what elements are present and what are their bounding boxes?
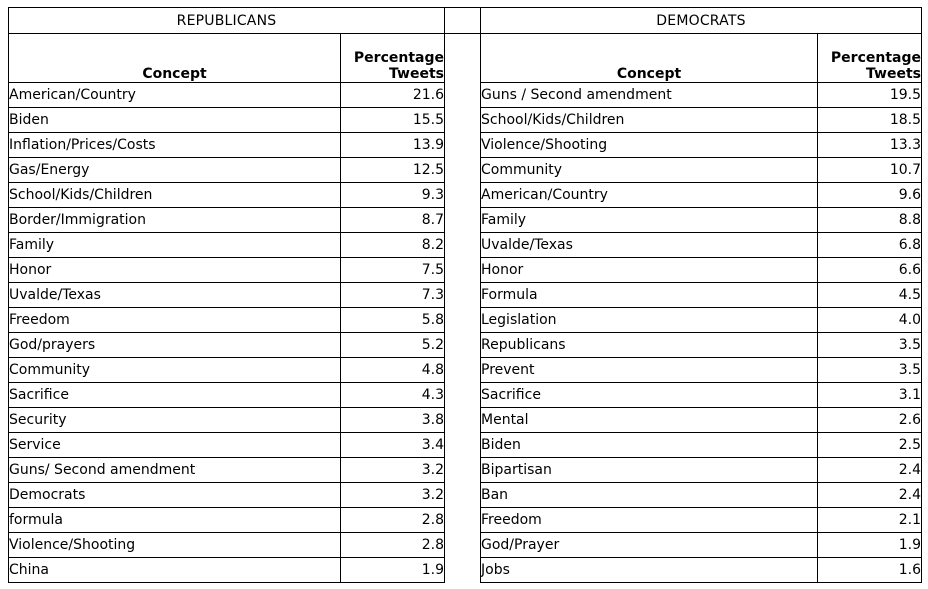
democrats-percentage-cell: 9.6 — [818, 183, 922, 208]
democrats-concept-cell: God/Prayer — [481, 533, 818, 558]
column-gap — [445, 508, 481, 533]
group-header-row — [9, 8, 922, 34]
democrats-percentage-cell: 18.5 — [818, 108, 922, 133]
column-gap — [445, 408, 481, 433]
democrats-percentage-cell: 19.5 — [818, 83, 922, 108]
democrats-percentage-cell: 6.6 — [818, 258, 922, 283]
democrats-concept-cell: Mental — [481, 408, 818, 433]
democrats-concept-cell: Formula — [481, 283, 818, 308]
column-gap — [445, 433, 481, 458]
column-gap — [445, 283, 481, 308]
democrats-concept-cell: School/Kids/Children — [481, 108, 818, 133]
democrats-concept-cell: Sacrifice — [481, 383, 818, 408]
table-row — [9, 183, 922, 208]
column-gap — [445, 8, 481, 34]
democrats-concept-cell: Family — [481, 208, 818, 233]
table-row — [9, 308, 922, 333]
democrats-concept-cell: Biden — [481, 433, 818, 458]
republicans-percentage-cell: 13.9 — [341, 133, 445, 158]
republicans-concept-cell: Inflation/Prices/Costs — [9, 133, 341, 158]
table-row — [9, 108, 922, 133]
republicans-concept-cell: formula — [9, 508, 341, 533]
table-row — [9, 283, 922, 308]
democrats-concept-header: Concept — [481, 34, 818, 83]
democrats-percentage-cell: 2.6 — [818, 408, 922, 433]
table-row — [9, 208, 922, 233]
republicans-percentage-cell: 3.4 — [341, 433, 445, 458]
column-gap — [445, 158, 481, 183]
democrats-concept-cell: Honor — [481, 258, 818, 283]
table-row — [9, 483, 922, 508]
column-header-row — [9, 34, 922, 83]
column-gap — [445, 83, 481, 108]
democrats-concept-cell: Legislation — [481, 308, 818, 333]
republicans-concept-cell: Border/Immigration — [9, 208, 341, 233]
table-row — [9, 458, 922, 483]
republicans-concept-cell: Biden — [9, 108, 341, 133]
republicans-percentage-cell: 8.2 — [341, 233, 445, 258]
democrats-percentage-header-line1: Percentage — [830, 50, 921, 66]
column-gap — [445, 458, 481, 483]
democrats-percentage-header-line2: Tweets — [866, 66, 921, 82]
republicans-percentage-cell: 1.9 — [341, 558, 445, 583]
democrats-percentage-header — [818, 34, 922, 83]
democrats-concept-cell: Guns / Second amendment — [481, 83, 818, 108]
column-gap — [445, 258, 481, 283]
republicans-concept-cell: American/Country — [9, 83, 341, 108]
democrats-concept-cell: Republicans — [481, 333, 818, 358]
democrats-percentage-cell: 2.4 — [818, 458, 922, 483]
republicans-percentage-cell: 4.3 — [341, 383, 445, 408]
democrats-concept-cell: Freedom — [481, 508, 818, 533]
democrats-percentage-cell: 2.1 — [818, 508, 922, 533]
republicans-percentage-cell: 12.5 — [341, 158, 445, 183]
democrats-percentage-cell: 4.5 — [818, 283, 922, 308]
republicans-percentage-cell: 4.8 — [341, 358, 445, 383]
republicans-concept-cell: Family — [9, 233, 341, 258]
column-gap — [445, 208, 481, 233]
republicans-concept-cell: China — [9, 558, 341, 583]
column-gap — [445, 308, 481, 333]
democrats-concept-cell: Jobs — [481, 558, 818, 583]
republicans-concept-cell: Uvalde/Texas — [9, 283, 341, 308]
republicans-title: REPUBLICANS — [9, 8, 445, 34]
republicans-concept-cell: God/prayers — [9, 333, 341, 358]
republicans-percentage-header-line1: Percentage — [353, 50, 444, 66]
republicans-concept-cell: Security — [9, 408, 341, 433]
democrats-concept-cell: Uvalde/Texas — [481, 233, 818, 258]
table-row — [9, 258, 922, 283]
table-row — [9, 358, 922, 383]
column-gap — [445, 483, 481, 508]
republicans-percentage-cell: 3.2 — [341, 483, 445, 508]
table-row — [9, 158, 922, 183]
democrats-concept-cell: Violence/Shooting — [481, 133, 818, 158]
republicans-percentage-cell: 3.2 — [341, 458, 445, 483]
republicans-percentage-cell: 3.8 — [341, 408, 445, 433]
column-gap — [445, 358, 481, 383]
republicans-percentage-cell: 5.2 — [341, 333, 445, 358]
democrats-concept-cell: Community — [481, 158, 818, 183]
republicans-concept-cell: Gas/Energy — [9, 158, 341, 183]
column-gap — [445, 108, 481, 133]
republicans-percentage-header-line2: Tweets — [389, 66, 444, 82]
democrats-title: DEMOCRATS — [481, 8, 922, 34]
column-gap — [445, 533, 481, 558]
republicans-concept-cell: Guns/ Second amendment — [9, 458, 341, 483]
column-gap — [445, 183, 481, 208]
republicans-percentage-cell: 15.5 — [341, 108, 445, 133]
republicans-concept-header: Concept — [9, 34, 341, 83]
democrats-percentage-cell: 4.0 — [818, 308, 922, 333]
democrats-percentage-cell: 3.5 — [818, 333, 922, 358]
table-row — [9, 558, 922, 583]
republicans-percentage-cell: 21.6 — [341, 83, 445, 108]
table-row — [9, 333, 922, 358]
republicans-percentage-cell: 9.3 — [341, 183, 445, 208]
republicans-concept-cell: Service — [9, 433, 341, 458]
column-gap — [445, 133, 481, 158]
republicans-concept-cell: Violence/Shooting — [9, 533, 341, 558]
democrats-concept-cell: Bipartisan — [481, 458, 818, 483]
table-row — [9, 433, 922, 458]
republicans-percentage-cell: 2.8 — [341, 508, 445, 533]
democrats-percentage-cell: 2.4 — [818, 483, 922, 508]
column-gap — [445, 233, 481, 258]
democrats-percentage-cell: 8.8 — [818, 208, 922, 233]
republicans-percentage-cell: 8.7 — [341, 208, 445, 233]
table-row — [9, 83, 922, 108]
democrats-percentage-cell: 13.3 — [818, 133, 922, 158]
republicans-concept-cell: Community — [9, 358, 341, 383]
republicans-concept-cell: School/Kids/Children — [9, 183, 341, 208]
democrats-concept-cell: Prevent — [481, 358, 818, 383]
republicans-percentage-cell: 2.8 — [341, 533, 445, 558]
democrats-concept-cell: American/Country — [481, 183, 818, 208]
republicans-concept-cell: Honor — [9, 258, 341, 283]
table-row — [9, 133, 922, 158]
table-row — [9, 533, 922, 558]
column-gap — [445, 34, 481, 83]
table-row — [9, 408, 922, 433]
republicans-percentage-cell: 7.3 — [341, 283, 445, 308]
democrats-percentage-cell: 1.6 — [818, 558, 922, 583]
republicans-concept-cell: Sacrifice — [9, 383, 341, 408]
democrats-percentage-cell: 10.7 — [818, 158, 922, 183]
table-row — [9, 508, 922, 533]
democrats-percentage-cell: 1.9 — [818, 533, 922, 558]
republicans-percentage-header — [341, 34, 445, 83]
column-gap — [445, 383, 481, 408]
republicans-concept-cell: Democrats — [9, 483, 341, 508]
column-gap — [445, 558, 481, 583]
republicans-percentage-cell: 7.5 — [341, 258, 445, 283]
concept-comparison-table — [8, 7, 922, 583]
republicans-percentage-cell: 5.8 — [341, 308, 445, 333]
democrats-percentage-cell: 3.5 — [818, 358, 922, 383]
table-row — [9, 383, 922, 408]
column-gap — [445, 333, 481, 358]
table-row — [9, 233, 922, 258]
republicans-concept-cell: Freedom — [9, 308, 341, 333]
democrats-percentage-cell: 2.5 — [818, 433, 922, 458]
democrats-concept-cell: Ban — [481, 483, 818, 508]
democrats-percentage-cell: 6.8 — [818, 233, 922, 258]
democrats-percentage-cell: 3.1 — [818, 383, 922, 408]
